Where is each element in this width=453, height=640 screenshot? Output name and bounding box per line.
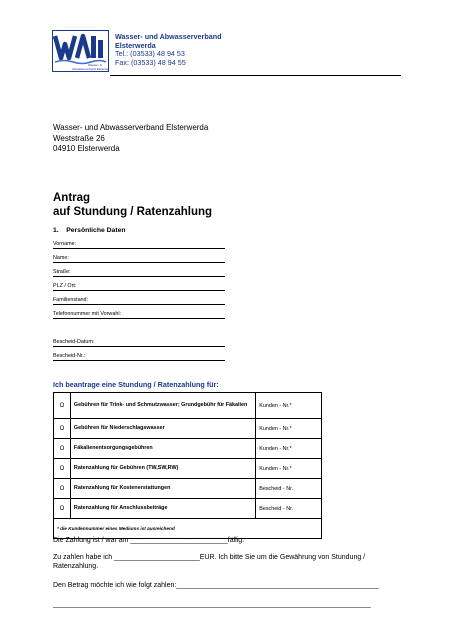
organization-name-line2: Elsterwerda [115,40,156,50]
amount-line2: Ratenzahlung. [53,563,99,570]
option-label: Gebühren für Niederschlagswasser [70,419,255,439]
option-label: Gebühren für Trink- und Schmutzwasser; Grundgebühr für Fäkalien [70,393,255,419]
phone-field[interactable]: Telefonnummer mit Vorwahl: [53,311,225,319]
request-table [53,392,322,539]
organization-logo [52,30,109,72]
table-row [54,459,322,479]
option-label: Ratenzahlung für Anschlussbeiträge [70,499,255,519]
customer-number-cell[interactable]: Kunden - Nr.* [256,419,322,439]
checkbox-option[interactable]: O [54,393,71,419]
svg-text:Wasser- &: Wasser- & [88,63,102,67]
table-row [54,499,322,519]
option-label: Ratenzahlung für Gebühren (TW,SW,RW) [70,459,255,479]
payment-plan-blank-line[interactable]: ______________________________________________________________________________________ [53,601,371,608]
first-name-field[interactable]: Vorname: [53,241,225,249]
checkbox-option[interactable]: O [54,419,71,439]
personal-data-heading: 1. Persönliche Daten [53,227,126,234]
postal-city-field[interactable]: PLZ / Ort: [53,283,225,291]
due-date-line[interactable]: Die Zahlung ist / war am _________________________fällig. [53,537,245,544]
checkbox-option[interactable]: O [54,499,71,519]
last-name-field[interactable]: Name: [53,255,225,263]
svg-text:Abwasserverband Elsterwerda: Abwasserverband Elsterwerda [72,67,109,71]
organization-name-line1: Wasser- und Abwasserverband [115,32,222,41]
table-row [54,393,322,419]
option-label: Fäkalienentsorgungsgebühren [70,439,255,459]
notice-number-cell[interactable]: Bescheid - Nr. [256,499,322,519]
amount-line1: Zu zahlen habe ich ______________________EUR. Ich bitte Sie um die Gewährung von Stundung / [53,554,366,561]
table-row [54,479,322,499]
table-row [54,419,322,439]
recipient-address [53,123,208,155]
header-divider [110,75,401,76]
checkbox-option[interactable]: O [54,459,71,479]
notice-date-field[interactable]: Bescheid-Datum: [53,339,225,347]
table-row [54,439,322,459]
telephone-number: Tel.: (03533) 48 94 53 [115,49,185,59]
customer-number-cell[interactable]: Kunden - Nr.* [256,459,322,479]
table-footnote: * die Kundennummer eines Mediums ist ausreichend [54,519,322,539]
customer-number-cell[interactable]: Kunden - Nr.* [256,439,322,459]
notice-number-cell[interactable]: Bescheid - Nr. [256,479,322,499]
request-heading: Ich beantrage eine Stundung / Ratenzahlung für: [53,380,219,389]
address-line3: 04910 Elsterwerda [53,144,120,154]
organization-contact-block [115,33,222,67]
marital-status-field[interactable]: Familienstand: [53,297,225,305]
checkbox-option[interactable]: O [54,479,71,499]
form-title [53,192,212,219]
amount-line[interactable] [53,553,365,571]
checkbox-option[interactable]: O [54,439,71,459]
address-line1: Wasser- und Abwasserverband Elsterwerda [53,123,209,132]
address-line2: Weststraße 26 [53,133,105,143]
customer-number-cell[interactable]: Kunden - Nr.* [256,393,322,419]
fax-number: Fax: (03533) 48 94 55 [115,57,186,67]
notice-number-field[interactable]: Bescheid-Nr.: [53,353,225,361]
street-field[interactable]: Straße: [53,269,225,277]
payment-plan-line[interactable]: Den Betrag möchte ich wie folgt zahlen:____________________________________________________ [53,582,379,589]
form-title-line2: auf Stundung / Ratenzahlung [53,205,213,218]
form-title-line1: Antrag [53,192,91,204]
option-label: Ratenzahlung für Kostenerstattungen [70,479,255,499]
